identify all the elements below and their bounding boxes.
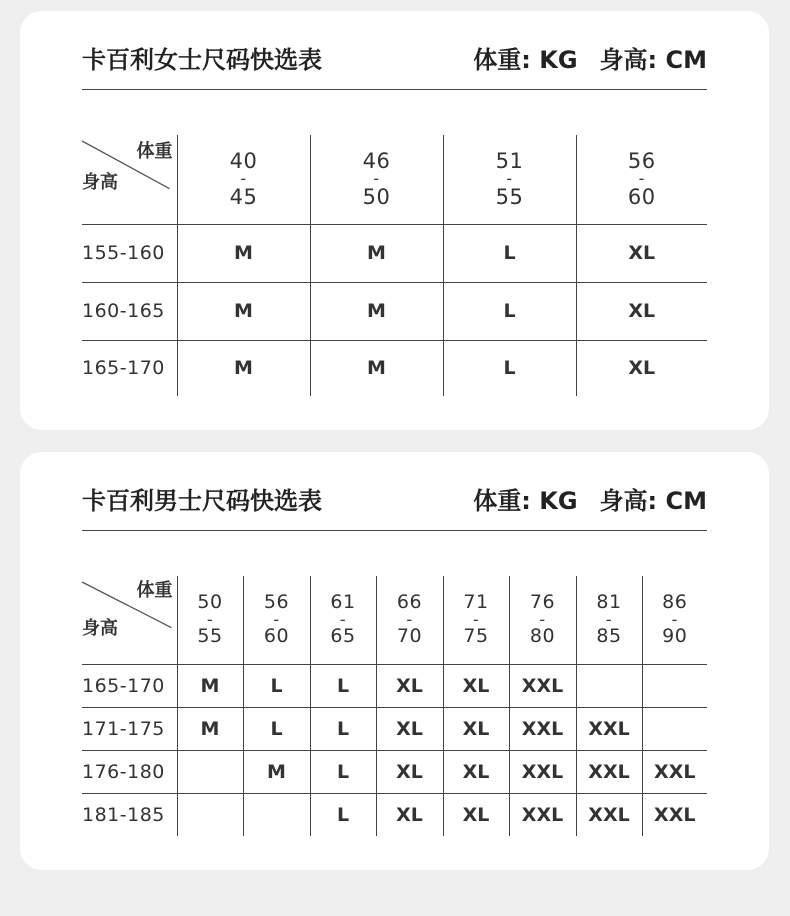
weight-unit-label: 体重: KG [473,487,578,515]
size-cell [177,793,243,836]
weight-range-header: 86 - 90 [642,576,707,664]
table-row [82,750,707,793]
weight-range-header: 81 - 85 [576,576,642,664]
table-header-row [82,135,707,224]
size-cell: XL [376,793,443,836]
size-cell: M [177,707,243,750]
size-cell: XXL [642,750,707,793]
weight-range-header: 76 - 80 [509,576,576,664]
size-cell: L [310,750,376,793]
height-range-label: 176-180 [82,750,177,793]
weight-range-header: 40 - 45 [177,135,310,224]
size-cell: XXL [509,793,576,836]
women-size-table [82,135,707,396]
men-card-header [82,482,707,531]
size-cell: XL [443,793,509,836]
size-cell: XL [376,664,443,707]
height-range-label: 171-175 [82,707,177,750]
size-cell: XXL [576,707,642,750]
size-cell: XL [443,750,509,793]
size-cell: L [310,664,376,707]
height-range-label: 165-170 [82,664,177,707]
size-cell [177,750,243,793]
table-row [82,707,707,750]
size-cell: L [243,707,310,750]
size-cell: XXL [509,664,576,707]
size-cell [576,664,642,707]
size-cell: L [310,707,376,750]
corner-height-label: 身高 [82,617,118,639]
height-range-label: 181-185 [82,793,177,836]
weight-range-header: 66 - 70 [376,576,443,664]
corner-cell [82,135,177,224]
corner-weight-label: 体重 [136,141,173,162]
size-cell: M [310,340,443,396]
size-cell: XL [443,664,509,707]
size-cell: L [443,224,576,282]
size-cell: XXL [642,793,707,836]
size-cell: M [310,282,443,340]
men-units [473,482,707,520]
size-cell: XL [376,750,443,793]
table-row [82,664,707,707]
size-cell: XL [443,707,509,750]
size-cell: M [177,340,310,396]
corner-cell [82,576,177,664]
weight-range-header: 51 - 55 [443,135,576,224]
weight-range-header: 61 - 65 [310,576,376,664]
weight-range-header: 56 - 60 [243,576,310,664]
women-chart-title: 卡百利女士尺码快选表 [82,46,322,74]
weight-range-header: 50 - 55 [177,576,243,664]
table-row [82,793,707,836]
height-range-label: 155-160 [82,224,177,282]
women-card-header [82,41,707,90]
size-cell [642,707,707,750]
size-cell: XXL [576,750,642,793]
size-cell: L [243,664,310,707]
corner-weight-label: 体重 [136,580,173,601]
size-cell: XXL [509,707,576,750]
size-cell [642,664,707,707]
size-cell: XXL [576,793,642,836]
size-cell: XL [376,707,443,750]
size-cell: XXL [509,750,576,793]
height-unit-label: 身高: CM [599,487,707,515]
men-size-card [20,452,769,870]
height-unit-label: 身高: CM [599,46,707,74]
weight-range-header: 56 - 60 [576,135,707,224]
size-cell: M [177,224,310,282]
weight-range-header: 46 - 50 [310,135,443,224]
size-cell: L [443,340,576,396]
table-row [82,340,707,396]
women-size-card [20,11,769,430]
size-cell: XL [576,340,707,396]
table-header-row [82,576,707,664]
corner-height-label: 身高 [82,171,118,193]
size-cell: L [310,793,376,836]
men-chart-title: 卡百利男士尺码快选表 [82,487,322,515]
size-cell: M [177,282,310,340]
size-cell: M [310,224,443,282]
size-cell: M [177,664,243,707]
size-cell: XL [576,282,707,340]
table-row [82,282,707,340]
height-range-label: 160-165 [82,282,177,340]
table-row [82,224,707,282]
weight-unit-label: 体重: KG [473,46,578,74]
size-cell: XL [576,224,707,282]
size-cell [243,793,310,836]
weight-range-header: 71 - 75 [443,576,509,664]
height-range-label: 165-170 [82,340,177,396]
size-cell: L [443,282,576,340]
men-size-table [82,576,707,836]
size-cell: M [243,750,310,793]
women-units [473,41,707,79]
